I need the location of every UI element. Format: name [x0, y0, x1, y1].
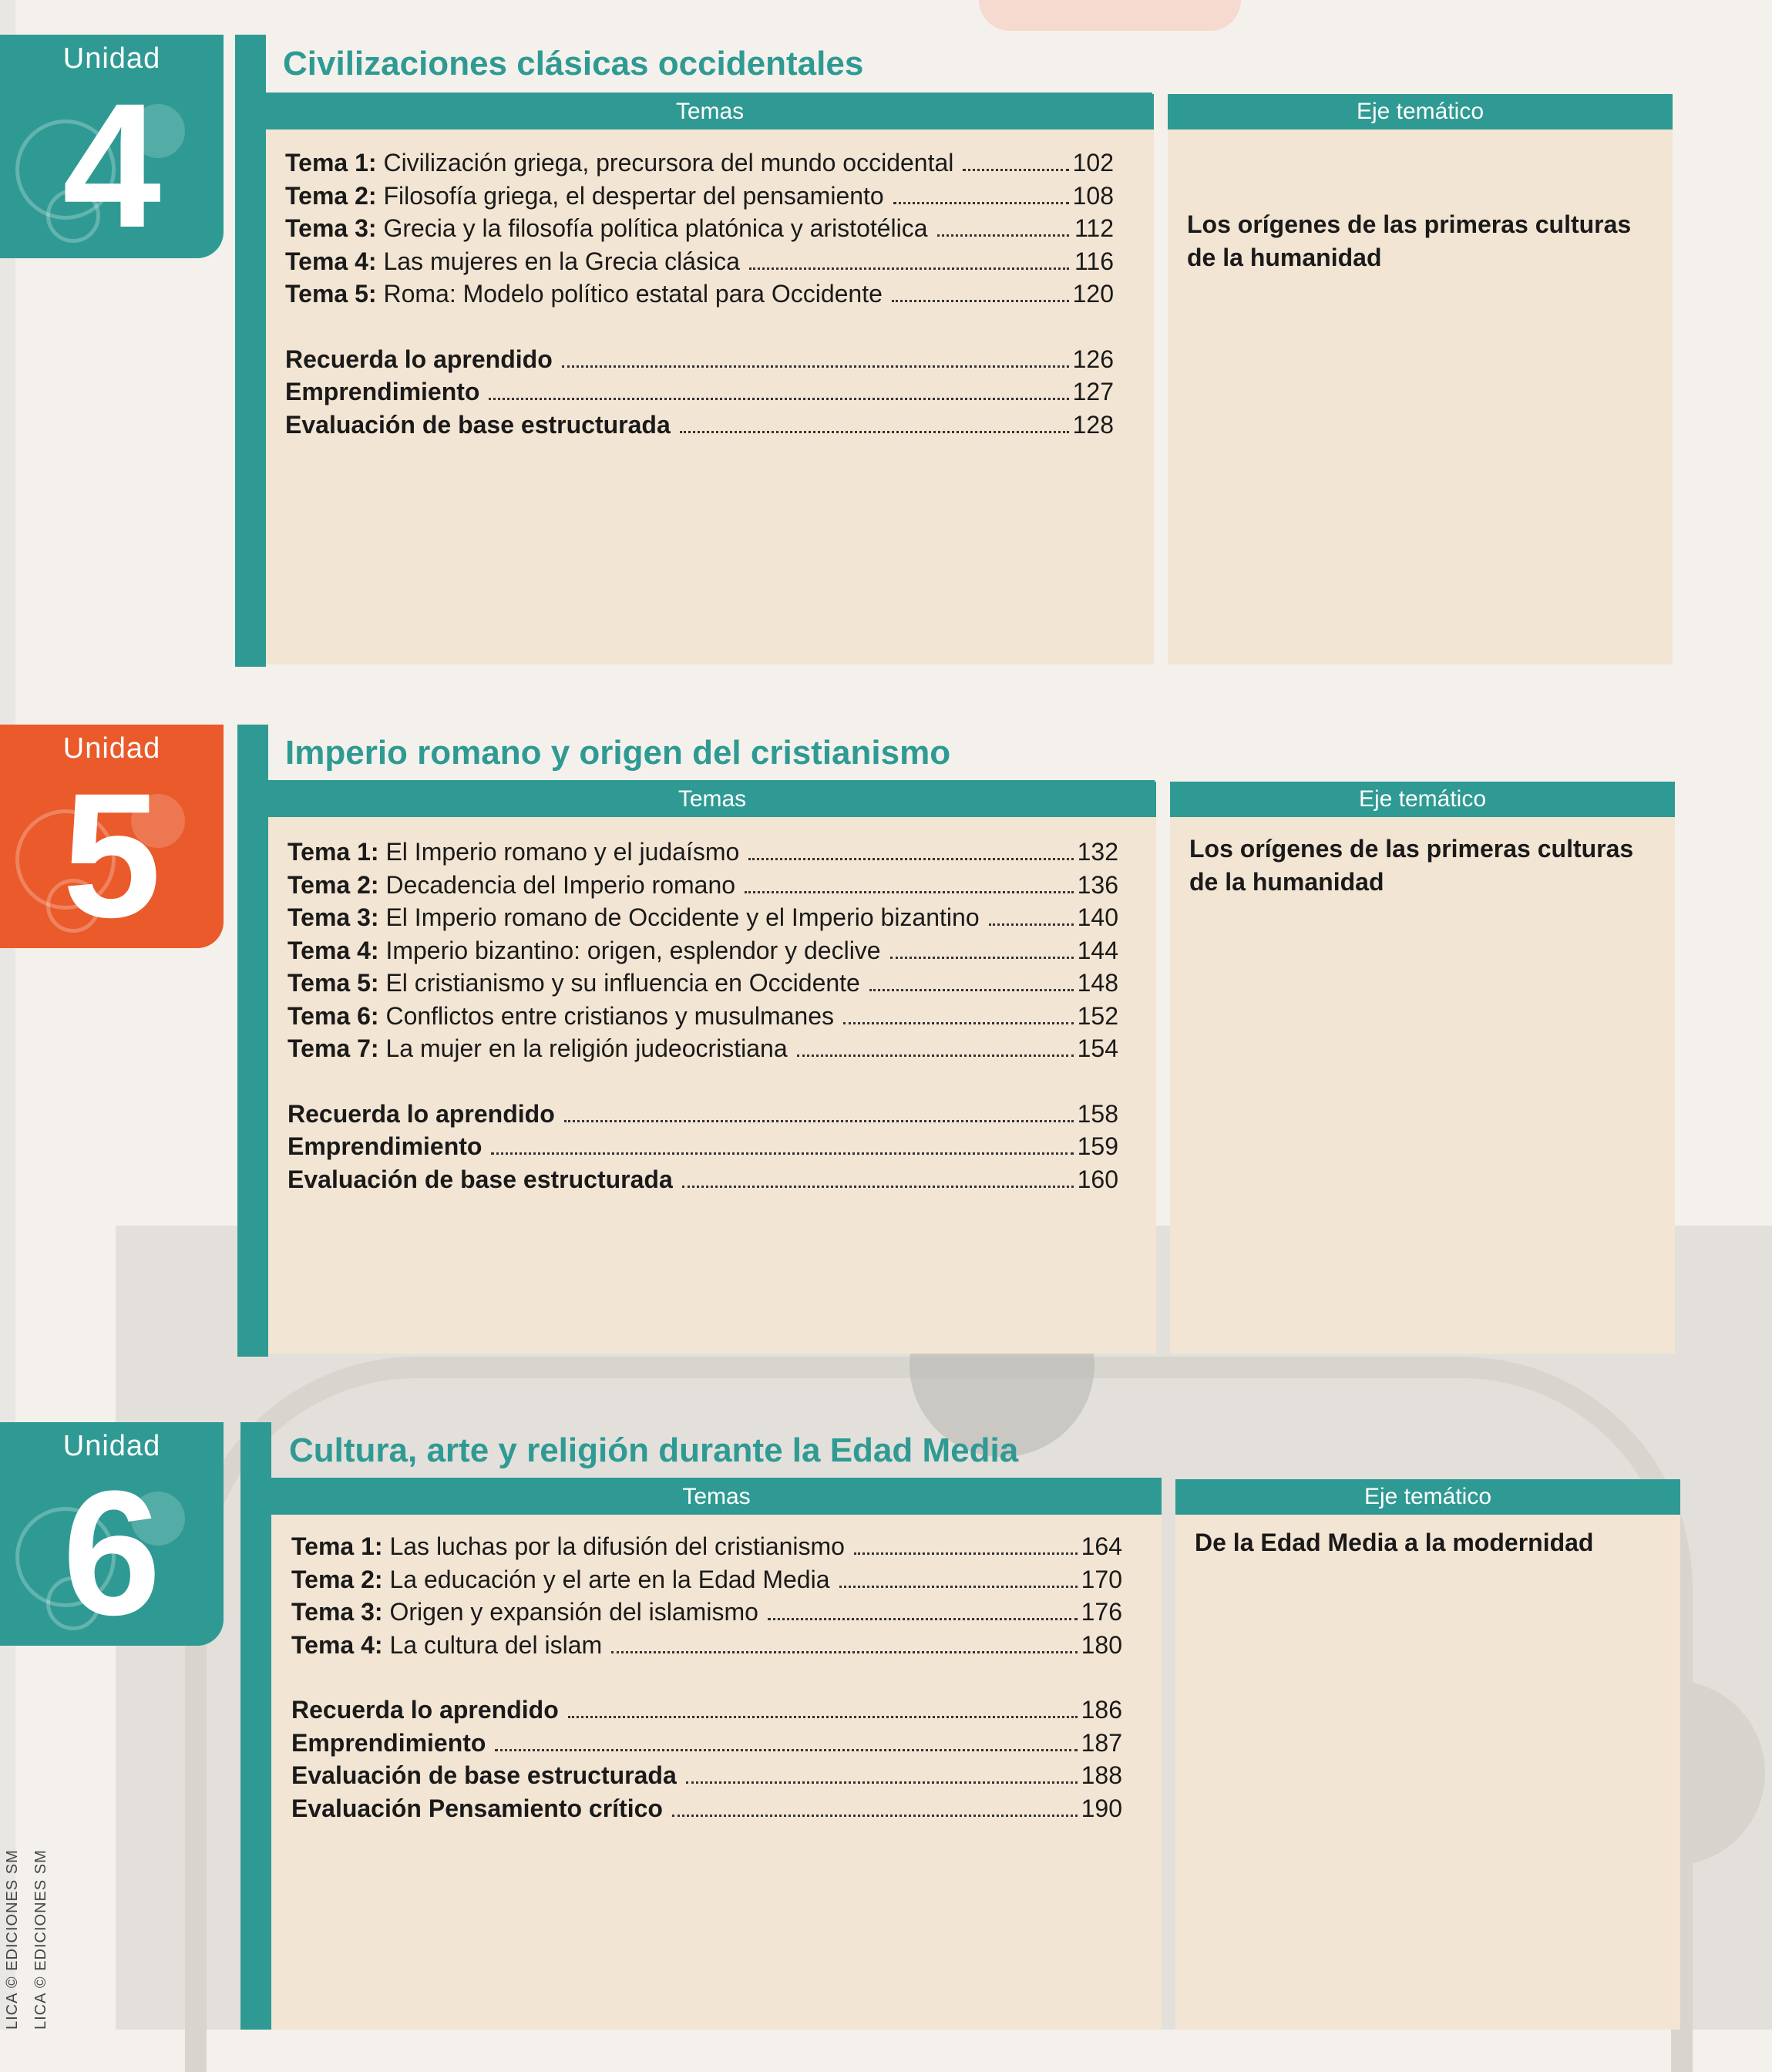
tema-row — [285, 180, 1114, 213]
unit-title: Civilizaciones clásicas occidentales — [283, 45, 864, 82]
tema-title: La mujer en la religión judeocristiana — [385, 1034, 788, 1062]
leader-dots — [963, 169, 1069, 171]
eje-header: Eje temático — [1175, 1479, 1680, 1515]
tema-title: El Imperio romano de Occidente y el Imperio bizantino — [385, 903, 980, 931]
leader-dots — [564, 1120, 1074, 1122]
page-number: 188 — [1081, 1761, 1122, 1789]
leader-dots — [854, 1552, 1078, 1555]
unit-6-bar — [240, 1422, 271, 2030]
page-number: 176 — [1081, 1598, 1122, 1626]
spacer — [285, 311, 1114, 343]
leader-dots — [680, 431, 1069, 433]
section-title: Emprendimiento — [285, 378, 480, 405]
tema-row — [287, 869, 1118, 902]
page-number: 190 — [1081, 1794, 1122, 1822]
page-edge — [0, 0, 15, 2030]
tema-title: La educación y el arte en la Edad Media — [389, 1565, 830, 1593]
tema-title: Decadencia del Imperio romano — [385, 870, 736, 899]
tema-label: Tema 4: — [291, 1630, 383, 1659]
page-number: 164 — [1081, 1532, 1122, 1560]
leader-dots — [568, 1716, 1078, 1718]
tema-row — [291, 1596, 1122, 1629]
leader-dots — [672, 1815, 1078, 1817]
background-shape — [979, 0, 1241, 31]
unit-label: Unidad — [62, 42, 161, 75]
section-title: Emprendimiento — [287, 1132, 483, 1160]
eje-text: Los orígenes de las primeras culturas de la humanidad — [1187, 210, 1632, 271]
page-number: 108 — [1072, 181, 1114, 210]
page-number: 154 — [1077, 1034, 1118, 1062]
leader-dots — [489, 398, 1069, 400]
unit-5-badge — [0, 725, 224, 948]
section-title: Evaluación de base estructurada — [291, 1761, 677, 1789]
tema-entry — [287, 1032, 788, 1065]
tema-entry — [285, 180, 884, 213]
temas-header: Temas — [271, 1479, 1162, 1515]
section-row — [285, 343, 1114, 376]
leader-dots — [745, 891, 1074, 893]
section-row — [287, 1163, 1118, 1196]
leader-dots — [839, 1586, 1078, 1588]
section-row — [287, 1098, 1118, 1131]
section-row — [285, 375, 1114, 409]
section-title: Evaluación de base estructurada — [285, 410, 671, 439]
unit-label: Unidad — [62, 732, 161, 765]
tema-label: Tema 5: — [285, 280, 377, 308]
tema-entry — [287, 1000, 834, 1033]
leader-dots — [869, 989, 1074, 991]
tema-title: Las luchas por la difusión del cristianismo — [389, 1532, 845, 1560]
tema-label: Tema 1: — [285, 149, 377, 177]
page-number: 148 — [1077, 969, 1118, 997]
page-number: 128 — [1072, 410, 1114, 439]
tema-row — [285, 245, 1114, 278]
tema-row — [287, 934, 1118, 967]
tema-title: Civilización griega, precursora del mundo occidental — [383, 149, 954, 177]
section-title: Emprendimiento — [291, 1728, 486, 1757]
temas-list — [285, 146, 1114, 441]
leader-dots — [682, 1186, 1074, 1188]
leader-dots — [893, 202, 1069, 204]
leader-dots — [892, 300, 1069, 302]
tema-label: Tema 2: — [285, 181, 377, 210]
tema-label: Tema 2: — [287, 870, 379, 899]
tema-row — [291, 1530, 1122, 1563]
spacer — [291, 1661, 1122, 1694]
tema-label: Tema 5: — [287, 969, 379, 997]
page-number: 187 — [1081, 1728, 1122, 1757]
tema-entry — [285, 245, 740, 278]
tema-row — [285, 278, 1114, 311]
spacer — [287, 1065, 1118, 1098]
section-row — [291, 1694, 1122, 1727]
temas-header: Temas — [266, 94, 1154, 130]
page-number: 170 — [1081, 1565, 1122, 1593]
section-row — [291, 1759, 1122, 1792]
tema-entry — [285, 146, 953, 180]
tema-entry — [287, 869, 735, 902]
page-number: 132 — [1077, 838, 1118, 866]
leader-dots — [686, 1781, 1078, 1784]
tema-title: Roma: Modelo político estatal para Occidente — [383, 280, 883, 308]
tema-entry — [285, 278, 883, 311]
page-number: 160 — [1077, 1165, 1118, 1193]
leader-dots — [768, 1618, 1078, 1620]
unit-number: 6 — [62, 1454, 161, 1646]
tema-row — [291, 1563, 1122, 1596]
tema-label: Tema 4: — [287, 936, 379, 964]
page-number: 102 — [1072, 149, 1114, 177]
eje-text: Los orígenes de las primeras culturas de la humanidad — [1189, 835, 1634, 896]
tema-label: Tema 7: — [287, 1034, 379, 1062]
section-title: Recuerda lo aprendido — [287, 1099, 555, 1128]
unit-title: Cultura, arte y religión durante la Edad Media — [289, 1431, 1019, 1469]
tema-label: Tema 6: — [287, 1001, 379, 1030]
page-number: 180 — [1081, 1630, 1122, 1659]
section-row — [291, 1727, 1122, 1760]
tema-row — [287, 967, 1118, 1000]
tema-entry — [291, 1563, 830, 1596]
tema-entry — [285, 212, 928, 245]
tema-title: La cultura del islam — [389, 1630, 603, 1659]
unit-5-bar — [237, 725, 268, 1357]
leader-dots — [611, 1651, 1078, 1653]
leader-dots — [491, 1152, 1074, 1155]
page-number: 116 — [1074, 247, 1114, 275]
tema-label: Tema 1: — [291, 1532, 383, 1560]
temas-list — [287, 836, 1118, 1196]
temas-list — [291, 1530, 1122, 1825]
page-number: 144 — [1077, 936, 1118, 964]
tema-label: Tema 2: — [291, 1565, 383, 1593]
tema-title: Imperio bizantino: origen, esplendor y declive — [385, 936, 881, 964]
page-number: 120 — [1072, 280, 1114, 308]
tema-row — [291, 1629, 1122, 1662]
unit-6-badge — [0, 1422, 224, 1646]
tema-row — [287, 1032, 1118, 1065]
leader-dots — [989, 923, 1074, 926]
unit-number: 5 — [62, 756, 161, 948]
tema-entry — [291, 1530, 845, 1563]
tema-row — [285, 212, 1114, 245]
tema-title: Grecia y la filosofía política platónica y aristotélica — [383, 214, 928, 242]
eje-panel — [1168, 94, 1673, 664]
page-number: 126 — [1072, 345, 1114, 373]
section-title: Recuerda lo aprendido — [291, 1696, 559, 1724]
tema-title: Conflictos entre cristianos y musulmanes — [385, 1001, 835, 1030]
page-number: 186 — [1081, 1696, 1122, 1724]
page-number: 152 — [1077, 1001, 1118, 1030]
section-row — [291, 1792, 1122, 1825]
leader-dots — [890, 957, 1074, 959]
tema-entry — [287, 967, 860, 1000]
tema-title: El cristianismo y su influencia en Occidente — [385, 969, 860, 997]
unit-number: 4 — [62, 66, 161, 258]
tema-entry — [291, 1629, 602, 1662]
unit-4-badge — [0, 35, 224, 258]
leader-dots — [937, 234, 1069, 237]
eje-text: De la Edad Media a la modernidad — [1195, 1529, 1594, 1556]
tema-title: Las mujeres en la Grecia clásica — [383, 247, 740, 275]
page-number: 140 — [1077, 903, 1118, 931]
section-title: Evaluación de base estructurada — [287, 1165, 673, 1193]
tema-row — [287, 1000, 1118, 1033]
leader-dots — [495, 1749, 1078, 1751]
tema-row — [287, 836, 1118, 869]
tema-label: Tema 3: — [291, 1598, 383, 1626]
credit-text: LICA © EDICIONES SM — [32, 1849, 49, 2030]
tema-label: Tema 4: — [285, 247, 377, 275]
tema-label: Tema 1: — [287, 838, 379, 866]
credit-text: LICA © EDICIONES SM — [4, 1849, 21, 2030]
temas-header: Temas — [268, 782, 1156, 817]
tema-row — [285, 146, 1114, 180]
tema-entry — [287, 836, 739, 869]
tema-title: El Imperio romano y el judaísmo — [385, 838, 740, 866]
unit-4-bar — [235, 35, 266, 667]
page-number: 136 — [1077, 870, 1118, 899]
tema-row — [287, 901, 1118, 934]
section-row — [285, 409, 1114, 442]
page-number: 158 — [1077, 1099, 1118, 1128]
page-number: 127 — [1072, 378, 1114, 405]
leader-dots — [797, 1054, 1074, 1057]
tema-entry — [287, 934, 881, 967]
leader-dots — [749, 267, 1069, 270]
eje-panel — [1175, 1479, 1680, 2030]
tema-title: Filosofía griega, el despertar del pensamiento — [383, 181, 884, 210]
unit-label: Unidad — [62, 1430, 161, 1462]
leader-dots — [748, 858, 1074, 860]
tema-entry — [287, 901, 980, 934]
section-title: Recuerda lo aprendido — [285, 345, 553, 373]
eje-header: Eje temático — [1170, 782, 1675, 817]
eje-header: Eje temático — [1168, 94, 1673, 130]
leader-dots — [562, 365, 1069, 368]
section-title: Evaluación Pensamiento crítico — [291, 1794, 663, 1822]
tema-entry — [291, 1596, 758, 1629]
page-number: 112 — [1074, 214, 1114, 242]
tema-label: Tema 3: — [287, 903, 379, 931]
leader-dots — [843, 1022, 1074, 1024]
tema-label: Tema 3: — [285, 214, 377, 242]
tema-title: Origen y expansión del islamismo — [389, 1598, 758, 1626]
page-number: 159 — [1077, 1132, 1118, 1160]
unit-title: Imperio romano y origen del cristianismo — [285, 734, 951, 772]
section-row — [287, 1130, 1118, 1163]
